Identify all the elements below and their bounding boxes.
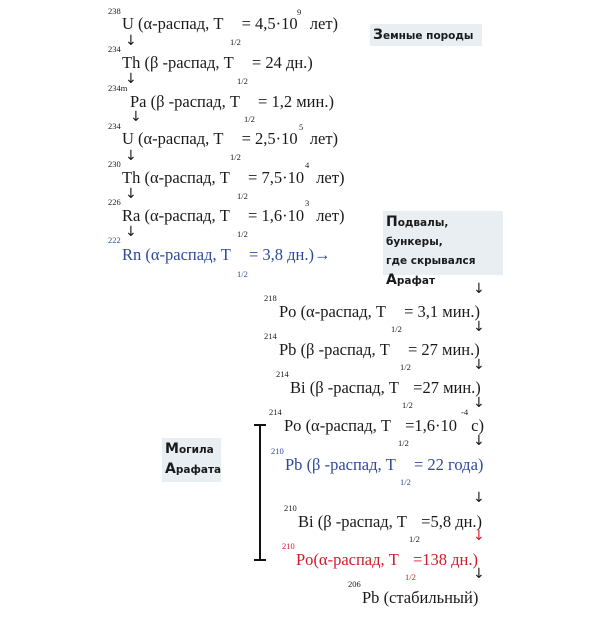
half-life: = 22 года) [409, 455, 484, 474]
half-life-subscript: 1/2 [237, 76, 248, 86]
note-line [165, 460, 222, 480]
decay-text [284, 418, 484, 435]
mass-number: 210 [284, 503, 297, 513]
decay-mode: (α-распад, T [313, 550, 399, 569]
element-symbol: Ra [122, 206, 141, 225]
arrow-down-icon: ↓ [473, 357, 485, 373]
half-life-unit: лет) [305, 14, 339, 33]
mass-number: 226 [108, 197, 121, 207]
grave-bracket-bottom [254, 559, 266, 561]
half-life: =138 дн.) [408, 550, 479, 569]
note-text: где скрывался [386, 255, 476, 267]
half-life-subscript: 1/2 [405, 572, 416, 582]
decay-text [296, 552, 478, 569]
half-life-subscript: 1/2 [230, 152, 241, 162]
half-life-subscript: 1/2 [237, 229, 248, 239]
arrow-down-icon: ↓ [473, 528, 485, 544]
decay-mode: (α-распад, T [296, 302, 386, 321]
mass-number: 234 [108, 121, 121, 131]
exponent: 5 [299, 122, 304, 132]
arrow-down-icon: ↓ [130, 109, 142, 125]
half-life: = 2,5·10 [237, 129, 298, 148]
exponent: 9 [297, 7, 302, 17]
half-life-subscript: 1/2 [398, 438, 409, 448]
mass-number: 214 [264, 331, 277, 341]
note-line [386, 252, 500, 271]
decay-mode: (β -распад, T [140, 53, 234, 72]
decay-mode: (β -распад, T [302, 455, 396, 474]
half-life-subscript: 1/2 [391, 324, 402, 334]
exponent: 4 [305, 160, 310, 170]
note-line [386, 213, 500, 252]
half-life-subscript: 1/2 [400, 477, 411, 487]
mass-number: 210 [282, 541, 295, 551]
note-line [165, 440, 218, 460]
note-earth-rocks [370, 24, 482, 46]
decay-text [122, 247, 330, 264]
element-symbol: Rn [122, 245, 142, 264]
half-life-unit: лет) [305, 129, 339, 148]
note-text: рафат [396, 275, 436, 287]
decay-mode: (α-распад, T [141, 245, 231, 264]
decay-text [122, 170, 344, 187]
decay-text [122, 55, 313, 72]
arrow-down-icon: ↓ [473, 319, 485, 335]
mass-number: 206 [348, 579, 361, 589]
note-cap: З [373, 27, 383, 43]
element-symbol: Pb [362, 588, 380, 607]
grave-bracket-vertical [259, 425, 261, 561]
note-grave [162, 438, 221, 482]
decay-mode: (α-распад, T [133, 129, 224, 148]
mass-number: 230 [108, 159, 121, 169]
arrow-down-icon: ↓ [473, 433, 485, 449]
decay-text [279, 304, 480, 321]
decay-mode: (α-распад, T [140, 206, 230, 225]
half-life-subscript: 1/2 [400, 362, 411, 372]
decay-text [122, 16, 338, 33]
mass-number: 234m [108, 83, 128, 93]
decay-mode: (стабильный) [379, 588, 479, 607]
half-life-subscript: 1/2 [402, 400, 413, 410]
element-symbol: Pb [285, 455, 303, 474]
half-life: =27 мин.) [409, 378, 481, 397]
arrow-down-icon: ↓ [125, 148, 137, 164]
arrow-down-icon: ↓ [473, 281, 485, 297]
element-symbol: U [122, 14, 134, 33]
half-life-subscript: 1/2 [237, 269, 248, 279]
arrow-down-icon: ↓ [125, 33, 137, 49]
decay-text [362, 590, 478, 607]
note-basements [383, 211, 503, 288]
half-life: = 3,8 дн.)→ [244, 245, 331, 264]
element-symbol: U [122, 129, 134, 148]
half-life-subscript: 1/2 [237, 191, 248, 201]
note-cap: П [386, 214, 398, 230]
decay-text [130, 94, 334, 111]
note-text: емные породы [382, 30, 474, 42]
decay-mode: (α-распад, T [301, 416, 391, 435]
mass-number: 222 [108, 235, 121, 245]
grave-bracket-top [254, 424, 266, 426]
decay-mode: (β -распад, T [146, 92, 240, 111]
half-life-unit: лет) [312, 168, 345, 187]
half-life: = 24 дн.) [247, 53, 313, 72]
mass-number: 214 [276, 369, 289, 379]
half-life: = 1,2 мин.) [253, 92, 334, 111]
half-life: =5,8 дн.) [417, 512, 483, 531]
decay-text [290, 380, 481, 397]
half-life: = 7,5·10 [243, 168, 305, 187]
element-symbol: Bi [298, 512, 314, 531]
element-symbol: Pa [130, 92, 147, 111]
element-symbol: Bi [290, 378, 306, 397]
arrow-down-icon: ↓ [125, 224, 137, 240]
decay-mode: (β -распад, T [305, 378, 400, 397]
arrow-down-icon: ↓ [473, 566, 485, 582]
arrow-down-icon: ↓ [125, 186, 137, 202]
half-life-unit: c) [467, 416, 484, 435]
mass-number: 210 [271, 446, 284, 456]
arrow-down-icon: ↓ [473, 395, 485, 411]
element-symbol: Po [284, 416, 302, 435]
element-symbol: Th [122, 168, 141, 187]
decay-text [122, 208, 344, 225]
note-cap: А [165, 461, 176, 477]
decay-text [122, 131, 338, 148]
decay-mode: (α-распад, T [140, 168, 230, 187]
exponent: 3 [305, 198, 310, 208]
exponent: -4 [461, 407, 469, 417]
decay-mode: (β -распад, T [296, 340, 390, 359]
half-life: = 4,5·10 [237, 14, 298, 33]
half-life: = 27 мин.) [403, 340, 480, 359]
mass-number: 214 [269, 407, 282, 417]
note-cap: А [386, 272, 397, 288]
element-symbol: Po [296, 550, 314, 569]
decay-text [298, 514, 482, 531]
element-symbol: Po [279, 302, 297, 321]
mass-number: 234 [108, 44, 121, 54]
element-symbol: Pb [279, 340, 297, 359]
half-life: =1,6·10 [400, 416, 458, 435]
note-text: одвалы, бункеры, [386, 217, 449, 248]
decay-mode: (β -распад, T [313, 512, 408, 531]
half-life: = 1,6·10 [243, 206, 305, 225]
half-life-unit: лет) [312, 206, 345, 225]
half-life-subscript: 1/2 [230, 37, 241, 47]
mass-number: 218 [264, 293, 277, 303]
half-life-subscript: 1/2 [244, 114, 255, 124]
half-life: = 3,1 мин.) [399, 302, 481, 321]
decay-text [285, 457, 483, 474]
arrow-down-icon: ↓ [125, 71, 137, 87]
half-life-subscript: 1/2 [409, 534, 420, 544]
element-symbol: Th [122, 53, 141, 72]
note-text: рафата [175, 464, 222, 476]
note-text: огила [178, 444, 214, 456]
decay-mode: (α-распад, T [133, 14, 224, 33]
note-cap: М [165, 441, 179, 457]
decay-text [279, 342, 480, 359]
mass-number: 238 [108, 6, 121, 16]
arrow-down-icon: ↓ [473, 490, 485, 506]
